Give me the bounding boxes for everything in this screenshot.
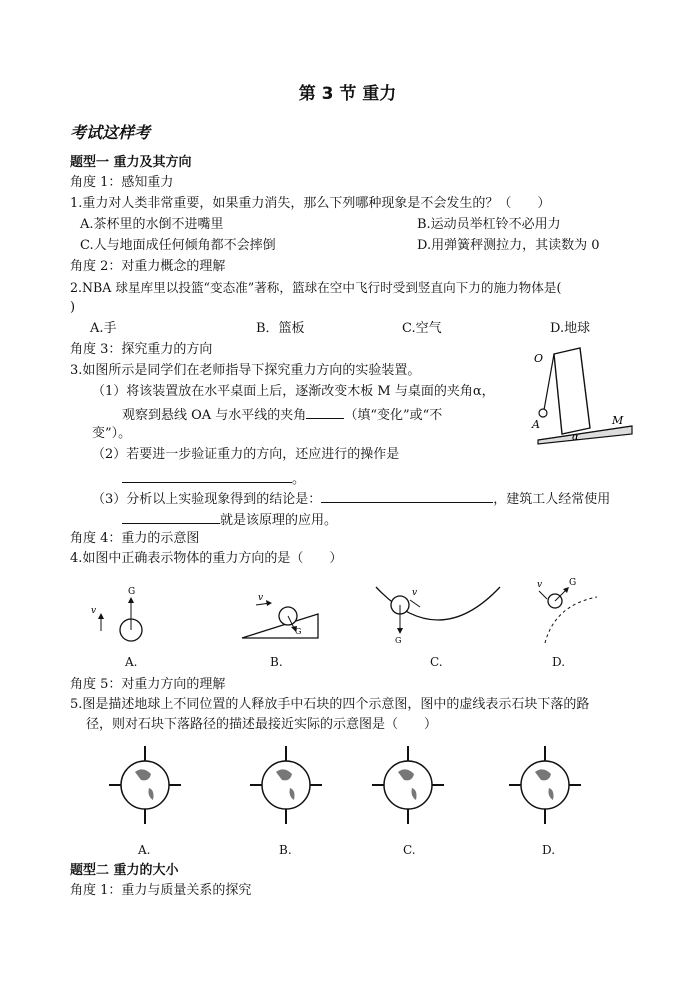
svg-text:G: G [295, 627, 302, 636]
q5-stem-b: 径，则对石块下落路径的描述最接近实际的示意图是（ ） [86, 717, 438, 732]
q4-caption-a: A. [125, 655, 138, 669]
q4-caption-d: D. [552, 655, 566, 669]
q5-globe-figure-a [105, 740, 185, 830]
q1-stem: 1.重力对人类非常重要，如果重力消失，那么下列哪种现象是不会发生的？（ ） [70, 196, 551, 211]
q5-globe-figure-d [505, 740, 585, 830]
q4-caption-c: C. [430, 655, 443, 669]
q5-caption-a: A. [138, 843, 151, 857]
q5-globe-figure-b [246, 740, 326, 830]
q5-caption-d: D. [542, 843, 556, 857]
q3-part3-c: 就是该原理的应用。 [220, 513, 338, 528]
q3-part1-d: 变”）。 [92, 426, 132, 441]
q4-caption-b: B. [270, 655, 283, 669]
q1-option-a: A.茶杯里的水倒不进嘴里 [80, 217, 224, 232]
q5-globe-figure-c [368, 740, 448, 830]
q2-option-c: C.空气 [402, 321, 442, 336]
page-title: 第 3 节 重力 [298, 84, 397, 104]
q2-option-a: A.手 [90, 321, 117, 336]
q5-caption-c: C. [403, 843, 416, 857]
q3-blank-2 [122, 468, 292, 483]
angle5-label: 角度 5：对重力方向的理解 [70, 677, 226, 692]
fig-label-m: M [612, 414, 624, 427]
q3-apparatus-figure [528, 340, 638, 445]
q3-part2-line2 [122, 468, 305, 489]
type2-heading: 题型二 重力的大小 [70, 863, 179, 878]
q4-figure-b [238, 588, 328, 643]
q3-part3-b: ，建筑工人经常使用 [493, 492, 611, 507]
q4-figure-c [372, 583, 504, 645]
fig-label-alpha: α [572, 432, 579, 443]
q3-part3-line2 [122, 509, 337, 530]
q5-stem-a: 5.图是描述地球上不同位置的人释放手中石块的四个示意图，图中的虚线表示石块下落的路 [70, 697, 590, 712]
q3-part3-line1 [92, 488, 610, 509]
svg-text:G: G [395, 636, 402, 645]
angle4-label: 角度 4：重力的示意图 [70, 531, 200, 546]
fig-label-a: A [532, 418, 540, 431]
svg-text:v: v [412, 588, 418, 598]
section-heading: 考试这样考 [70, 123, 151, 142]
angle1-label: 角度 1：感知重力 [70, 175, 174, 190]
q3-part2: （2）若要进一步验证重力的方向，还应进行的操作是 [92, 447, 400, 462]
q3-blank-1 [306, 404, 344, 419]
q4-figure-a [88, 585, 158, 645]
q3-part1-a: （1）将该装置放在水平桌面上后，逐渐改变木板 M 与桌面的夹角α， [92, 384, 495, 399]
q1-option-b: B.运动员举杠铃不必用力 [417, 217, 561, 232]
angle3-label: 角度 3：探究重力的方向 [70, 342, 213, 357]
q3-part1-line2 [122, 404, 442, 425]
q3-part1-b: 观察到悬线 OA 与水平线的夹角 [122, 408, 307, 423]
svg-text:G: G [128, 587, 136, 597]
q3-part2-end: 。 [292, 472, 306, 487]
q1-option-c: C.人与地面成任何倾角都不会摔倒 [80, 238, 276, 253]
svg-text:v: v [537, 580, 543, 590]
type1-heading: 题型一 重力及其方向 [70, 155, 192, 170]
q5-caption-b: B. [279, 843, 292, 857]
q2-option-b: B．篮板 [256, 321, 305, 336]
svg-text:v: v [258, 593, 264, 603]
svg-text:v: v [91, 606, 97, 616]
q1-option-d: D.用弹簧秤测拉力，其读数为 0 [417, 238, 600, 253]
q3-blank-4 [122, 509, 220, 524]
q3-blank-3 [321, 488, 493, 503]
q2-stem: 2.NBA 球星库里以投篮“变态准”著称，篮球在空中飞行时受到竖直向下力的施力物体是( [70, 280, 562, 295]
svg-text:G: G [569, 578, 577, 588]
q3-part1-c: （填“变化”或“不 [344, 408, 443, 423]
type2-angle1-label: 角度 1：重力与质量关系的探究 [70, 883, 252, 898]
fig-label-o: O [534, 352, 544, 365]
q4-figure-d [525, 575, 605, 645]
angle2-label: 角度 2：对重力概念的理解 [70, 259, 226, 274]
q4-stem: 4.如图中正确表示物体的重力方向的是（ ） [70, 551, 343, 566]
q3-part3-a: （3）分析以上实验现象得到的结论是： [92, 492, 322, 507]
q2-stem-cont: ) [70, 300, 76, 315]
q2-option-d: D.地球 [550, 321, 591, 336]
q3-stem: 3.如图所示是同学们在老师指导下探究重力方向的实验装置。 [70, 363, 421, 378]
